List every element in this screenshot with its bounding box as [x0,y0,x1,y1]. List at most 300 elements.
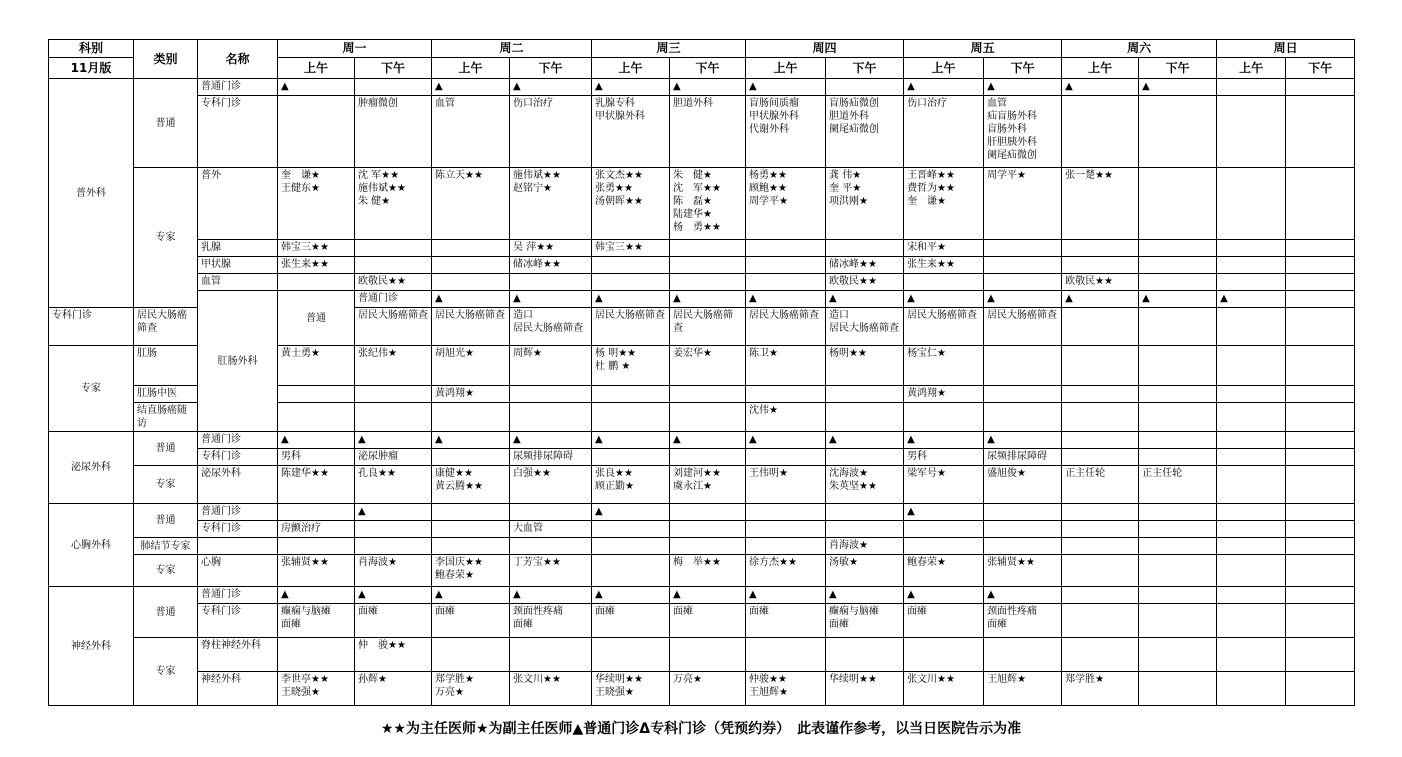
schedule-cell [826,386,904,403]
table-row [49,638,1355,672]
schedule-cell [1286,587,1355,604]
header-name: 名称 [198,40,278,79]
schedule-cell: 颈面性疼痛 面瘫 [510,604,592,638]
schedule-cell [278,638,355,672]
schedule-cell: ▲ [984,79,1062,96]
schedule-cell: 造口 居民大肠癌筛查 [510,308,592,346]
schedule-cell [984,274,1062,291]
schedule-cell [1139,274,1217,291]
schedule-cell [1139,403,1217,432]
schedule-cell: 房颤治疗 [278,521,355,538]
schedule-cell: 丁芳宝★★ [510,555,592,587]
schedule-cell: 奎 谦★ 王健东★ [278,168,355,240]
schedule-cell: 张一楚★★ [1062,168,1139,240]
schedule-cell [1062,96,1139,168]
schedule-cell: 血管 [432,96,510,168]
schedule-cell [355,386,432,403]
schedule-cell [1217,604,1286,638]
schedule-cell [826,240,904,257]
schedule-cell [1139,308,1217,346]
schedule-cell: 欧敬民★★ [1062,274,1139,291]
schedule-cell [432,521,510,538]
schedule-cell [746,521,826,538]
schedule-cell [1286,386,1355,403]
schedule-cell [432,240,510,257]
schedule-cell [1286,274,1355,291]
schedule-cell [1139,449,1217,466]
schedule-cell [1062,587,1139,604]
header-pm: 下午 [510,58,592,79]
header-day-tue: 周二 [432,40,592,58]
schedule-cell: 面瘫 [355,604,432,638]
schedule-cell: 华续明★★ [826,672,904,706]
schedule-cell [592,638,670,672]
schedule-cell [1217,346,1286,386]
schedule-cell: 万亮★ [670,672,746,706]
schedule-cell: 肿瘤微创 [355,96,432,168]
schedule-cell [826,504,904,521]
schedule-cell: ▲ [904,587,984,604]
header-am: 上午 [1062,58,1139,79]
schedule-cell [1062,240,1139,257]
clinic-name-cell: 普通门诊 [198,587,278,604]
schedule-cell: 男科 [278,449,355,466]
schedule-cell [1062,346,1139,386]
schedule-cell: 周辉★ [510,346,592,386]
schedule-cell: ▲ [826,291,904,308]
schedule-cell [670,240,746,257]
schedule-cell [592,274,670,291]
schedule-cell [826,403,904,432]
schedule-cell: 欧敬民★★ [355,274,432,291]
table-row [49,168,1355,240]
schedule-cell: 居民大肠癌筛查 [355,308,432,346]
schedule-cell [1217,308,1286,346]
category-cell: 普通 [278,291,355,346]
schedule-cell: 盛旭俊★ [984,466,1062,504]
schedule-cell [278,274,355,291]
schedule-cell: 面瘫 [904,604,984,638]
header-day-wed: 周三 [592,40,746,58]
department-cell: 神经外科 [49,587,134,706]
schedule-cell: 尿频排尿障碍 [984,449,1062,466]
schedule-cell: 正主任轮 [1139,466,1217,504]
schedule-cell [432,257,510,274]
category-cell: 专家 [134,638,198,706]
header-day-sun: 周日 [1217,40,1355,58]
schedule-cell [1217,257,1286,274]
clinic-name-cell: 脊柱神经外科 [198,638,278,672]
schedule-body [49,79,1355,706]
schedule-cell: 正主任轮 [1062,466,1139,504]
schedule-cell [1062,308,1139,346]
schedule-cell: 张文川★★ [904,672,984,706]
schedule-cell: 盲肠疝微创 胆道外科 阑尾疝微创 [826,96,904,168]
schedule-cell [1139,638,1217,672]
schedule-cell [432,274,510,291]
schedule-cell: ▲ [670,587,746,604]
schedule-cell: ▲ [278,79,355,96]
schedule-cell: 梁军号★ [904,466,984,504]
schedule-cell [1286,555,1355,587]
schedule-cell [1139,240,1217,257]
header-day-mon: 周一 [278,40,432,58]
clinic-schedule-table [48,39,1355,706]
schedule-cell [355,521,432,538]
schedule-cell [904,521,984,538]
schedule-cell: 杨 明★★ 杜 鹏 ★ [592,346,670,386]
schedule-cell: ▲ [1139,291,1217,308]
schedule-cell [1217,449,1286,466]
schedule-cell: 仲 骏★★ [355,638,432,672]
schedule-cell: ▲ [746,79,826,96]
category-cell: 普通 [134,432,198,466]
schedule-cell: 居民大肠癌筛查 [670,308,746,346]
schedule-cell [1286,538,1355,555]
clinic-name-cell: 泌尿外科 [198,466,278,504]
schedule-cell [746,504,826,521]
schedule-cell: 鲍春荣★ [904,555,984,587]
schedule-cell: ▲ [432,587,510,604]
schedule-cell [670,638,746,672]
schedule-cell [1062,555,1139,587]
schedule-cell: 孙辉★ [355,672,432,706]
schedule-cell [432,403,510,432]
department-cell: 普外科 [49,79,134,308]
schedule-cell [432,538,510,555]
schedule-cell: 居民大肠癌筛查 [134,308,198,346]
schedule-cell: 张生来★★ [278,257,355,274]
schedule-cell: 乳腺专科 甲状腺外科 [592,96,670,168]
schedule-cell [984,257,1062,274]
schedule-cell: ▲ [904,432,984,449]
schedule-cell [746,257,826,274]
clinic-name-cell: 甲状腺 [198,257,278,274]
schedule-cell: 孔良★★ [355,466,432,504]
schedule-cell: ▲ [510,79,592,96]
schedule-cell [1139,538,1217,555]
schedule-cell: 尿频排尿障碍 [510,449,592,466]
table-row [49,291,1355,308]
schedule-cell [592,257,670,274]
schedule-cell [1062,403,1139,432]
schedule-cell [746,638,826,672]
schedule-cell: 康健★★ 黄云腾★★ [432,466,510,504]
schedule-cell [1217,403,1286,432]
schedule-cell: 李世亭★★ 王晓强★ [278,672,355,706]
schedule-cell [1286,291,1355,308]
schedule-cell [1217,168,1286,240]
category-cell: 专家 [134,555,198,587]
schedule-cell [746,240,826,257]
clinic-name-cell [198,538,278,555]
schedule-cell [1217,96,1286,168]
schedule-cell: ▲ [984,432,1062,449]
schedule-cell: ▲ [510,587,592,604]
schedule-cell: ▲ [510,291,592,308]
department-cell: 肛肠外科 [198,291,278,432]
schedule-cell: ▲ [984,291,1062,308]
schedule-cell [670,449,746,466]
schedule-cell [1062,257,1139,274]
header-day-fri: 周五 [904,40,1062,58]
schedule-cell: 王伟明★ [746,466,826,504]
schedule-cell [1062,521,1139,538]
schedule-cell: ▲ [904,504,984,521]
schedule-cell [355,403,432,432]
clinic-name-cell: 肛肠 [134,346,198,386]
schedule-cell: ▲ [355,587,432,604]
schedule-cell [1217,555,1286,587]
schedule-cell [826,521,904,538]
schedule-cell: 杨明★★ [826,346,904,386]
header-version: 11月版 [49,58,134,79]
schedule-cell: 伤口治疗 [904,96,984,168]
schedule-cell [278,504,355,521]
schedule-cell: 黄士勇★ [278,346,355,386]
schedule-cell: ▲ [1062,291,1139,308]
category-cell: 普通 [134,79,198,168]
schedule-cell: 居民大肠癌筛查 [592,308,670,346]
clinic-name-cell: 神经外科 [198,672,278,706]
schedule-cell [904,274,984,291]
schedule-cell: ▲ [1217,291,1286,308]
clinic-name-cell: 普通门诊 [198,432,278,449]
schedule-cell [826,79,904,96]
schedule-cell [984,638,1062,672]
header-am: 上午 [746,58,826,79]
schedule-cell: 面瘫 [670,604,746,638]
schedule-cell [1217,638,1286,672]
clinic-name-cell: 结直肠癌随访 [134,403,198,432]
schedule-cell [1139,432,1217,449]
schedule-cell: 张辅贤★★ [984,555,1062,587]
schedule-cell [510,386,592,403]
clinic-name-cell: 普通门诊 [355,291,432,308]
schedule-cell: 杨宝仁★ [904,346,984,386]
schedule-cell: 癫痫与脑瘫 面瘫 [826,604,904,638]
department-cell: 心胸外科 [49,504,134,587]
category-cell: 专家 [49,346,134,432]
schedule-cell [1286,257,1355,274]
clinic-name-cell: 肛肠中医 [134,386,198,403]
category-cell: 普通 [134,504,198,538]
clinic-name-cell: 普外 [198,168,278,240]
schedule-cell [1062,638,1139,672]
schedule-cell [1286,308,1355,346]
schedule-cell: 华续明★★ 王晓强★ [592,672,670,706]
schedule-cell [592,386,670,403]
schedule-cell [746,274,826,291]
category-cell: 普通 [134,587,198,638]
schedule-cell [1286,672,1355,706]
schedule-cell [278,538,355,555]
schedule-cell: ▲ [355,432,432,449]
schedule-cell: 居民大肠癌筛查 [984,308,1062,346]
clinic-name-cell: 心胸 [198,555,278,587]
table-row [49,672,1355,706]
schedule-cell: 居民大肠癌筛查 [746,308,826,346]
schedule-cell [670,504,746,521]
schedule-cell [984,538,1062,555]
schedule-cell [1139,386,1217,403]
schedule-cell: 陈立天★★ [432,168,510,240]
schedule-cell: 周学平★ [984,168,1062,240]
schedule-cell: 汤敏★ [826,555,904,587]
table-row [49,504,1355,521]
schedule-cell [592,403,670,432]
schedule-cell: 沈伟★ [746,403,826,432]
schedule-cell: 黄鸿翔★ [904,386,984,403]
schedule-cell: 伤口治疗 [510,96,592,168]
schedule-cell [278,386,355,403]
table-row [49,257,1355,274]
schedule-cell [1217,386,1286,403]
schedule-cell: 梅 举★★ [670,555,746,587]
clinic-name-cell: 乳腺 [198,240,278,257]
schedule-cell [1286,403,1355,432]
schedule-cell: 徐方杰★★ [746,555,826,587]
schedule-cell: ▲ [746,291,826,308]
schedule-cell: ▲ [904,291,984,308]
schedule-cell: ▲ [1062,79,1139,96]
schedule-cell: 盲肠间质瘤 甲状腺外科 代谢外科 [746,96,826,168]
schedule-cell: 肖海波★ [826,538,904,555]
schedule-cell: 颈面性疼痛 面瘫 [984,604,1062,638]
schedule-cell [1286,168,1355,240]
schedule-cell: 张文川★★ [510,672,592,706]
schedule-cell [510,504,592,521]
schedule-cell: 张纪伟★ [355,346,432,386]
schedule-cell [826,638,904,672]
schedule-cell [904,538,984,555]
schedule-cell: 刘建河★★ 虞永江★ [670,466,746,504]
schedule-cell [984,346,1062,386]
clinic-name-cell: 专科门诊 [198,521,278,538]
schedule-cell [592,538,670,555]
schedule-cell [1286,466,1355,504]
schedule-cell [1286,240,1355,257]
schedule-cell [1286,432,1355,449]
schedule-cell: ▲ [670,79,746,96]
schedule-cell [746,449,826,466]
schedule-cell: ▲ [432,291,510,308]
schedule-cell [1139,604,1217,638]
clinic-name-cell: 普通门诊 [198,79,278,96]
schedule-cell [1286,638,1355,672]
schedule-cell [904,638,984,672]
schedule-cell: 姜宏华★ [670,346,746,386]
schedule-cell [1286,521,1355,538]
schedule-cell: ▲ [432,432,510,449]
schedule-cell [1286,504,1355,521]
schedule-cell: 大血管 [510,521,592,538]
schedule-cell [1217,274,1286,291]
schedule-cell: 泌尿肿瘤 [355,449,432,466]
header-pm: 下午 [984,58,1062,79]
header-am: 上午 [592,58,670,79]
schedule-cell: 龚 伟★ 奎 平★ 项洪刚★ [826,168,904,240]
clinic-name-cell: 血管 [198,274,278,291]
schedule-cell: ▲ [746,587,826,604]
schedule-cell [1139,672,1217,706]
schedule-cell: ▲ [510,432,592,449]
schedule-cell: 郑学胜★ [1062,672,1139,706]
schedule-cell: 黄鸿翔★ [432,386,510,403]
schedule-cell: 朱 健★ 沈 军★★ 陈 磊★ 陆建华★ 杨 勇★★ [670,168,746,240]
schedule-cell [670,257,746,274]
schedule-cell [670,538,746,555]
legend-note: ★★为主任医师★为副主任医师▲普通门诊Δ专科门诊（凭预约券） 此表谨作参考，以当日医院告示为准 [380,721,1022,737]
table-row [49,466,1355,504]
schedule-cell [1217,79,1286,96]
schedule-cell [1139,346,1217,386]
schedule-cell: ▲ [592,79,670,96]
schedule-cell [984,521,1062,538]
schedule-cell: 肖海波★ [355,555,432,587]
schedule-cell [510,403,592,432]
schedule-cell [1217,672,1286,706]
schedule-cell: ▲ [670,432,746,449]
schedule-cell: 胆道外科 [670,96,746,168]
category-cell: 专家 [134,168,198,308]
schedule-cell [1217,504,1286,521]
schedule-cell [1062,386,1139,403]
schedule-cell [278,96,355,168]
header-pm: 下午 [1286,58,1355,79]
schedule-cell: ▲ [432,79,510,96]
schedule-cell [592,555,670,587]
schedule-cell: 沈 军★★ 施伟斌★★ 朱 健★ [355,168,432,240]
schedule-cell: ▲ [1139,79,1217,96]
schedule-cell: 面瘫 [746,604,826,638]
schedule-cell [670,386,746,403]
schedule-cell: 仲骏★★ 王旭辉★ [746,672,826,706]
schedule-cell: ▲ [984,587,1062,604]
schedule-cell: 张生来★★ [904,257,984,274]
table-row [49,555,1355,587]
schedule-cell [1062,538,1139,555]
schedule-cell: 沈海波★ 朱英坚★★ [826,466,904,504]
header-pm: 下午 [1139,58,1217,79]
schedule-cell [510,274,592,291]
table-row [49,587,1355,604]
schedule-cell [904,403,984,432]
schedule-cell [592,521,670,538]
schedule-cell: 血管 疝盲肠外科 盲肠外科 肝胆胰外科 阑尾疝微创 [984,96,1062,168]
schedule-cell [1217,240,1286,257]
schedule-cell [1217,538,1286,555]
schedule-cell [746,538,826,555]
schedule-cell: 癫痫与脑瘫 面瘫 [278,604,355,638]
department-cell: 泌尿外科 [49,432,134,504]
schedule-cell [984,240,1062,257]
schedule-cell: 居民大肠癌筛查 [904,308,984,346]
header-pm: 下午 [670,58,746,79]
table-row [49,538,1355,555]
header-day-thu: 周四 [746,40,904,58]
clinic-name-cell: 专科门诊 [198,604,278,638]
table-row [49,449,1355,466]
schedule-cell [432,638,510,672]
schedule-cell: 张文杰★★ 张勇★★ 汤朝晖★★ [592,168,670,240]
schedule-cell: ▲ [670,291,746,308]
schedule-cell: 吴 萍★★ [510,240,592,257]
table-row [49,274,1355,291]
schedule-cell: 白强★★ [510,466,592,504]
clinic-name-cell: 专科门诊 [198,449,278,466]
schedule-cell [1139,257,1217,274]
